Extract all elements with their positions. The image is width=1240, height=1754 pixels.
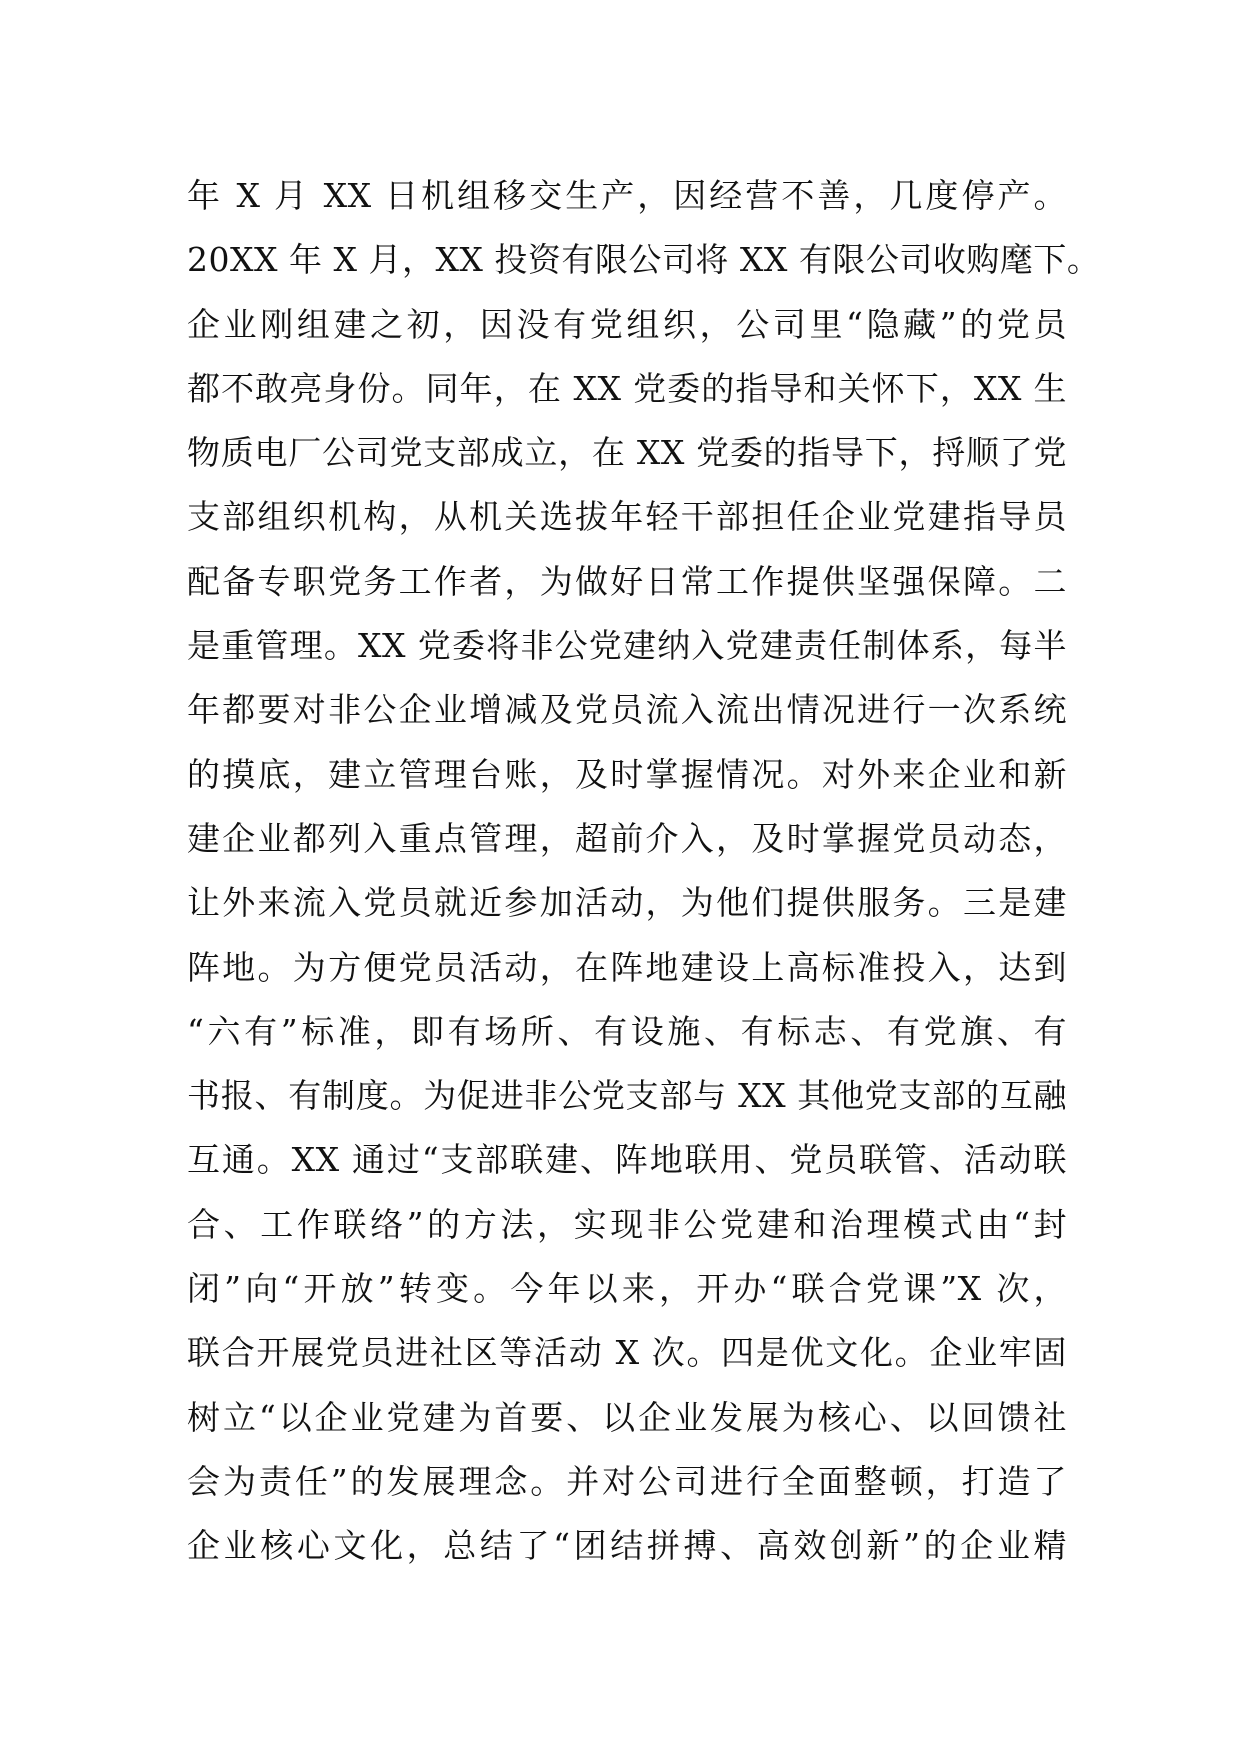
- text-line: 书报、有制度。为促进非公党支部与 XX 其他党支部的互融: [187, 1076, 1067, 1116]
- body-text: [187, 164, 1101, 1579]
- text-line: 支部组织机构，从机关选拔年轻干部担任企业党建指导员: [187, 497, 1067, 537]
- text-line: 物质电厂公司党支部成立，在 XX 党委的指导下，捋顺了党: [187, 433, 1067, 473]
- text-line: 配备专职党务工作者，为做好日常工作提供坚强保障。二: [187, 561, 1067, 601]
- text-line: “六有”标准，即有场所、有设施、有标志、有党旗、有: [187, 1011, 1067, 1051]
- text-line: 树立“以企业党建为首要、以企业发展为核心、以回馈社: [187, 1397, 1067, 1437]
- text-line: 年都要对非公企业增减及党员流入流出情况进行一次系统: [187, 690, 1067, 730]
- text-line: 互通。XX 通过“支部联建、阵地联用、党员联管、活动联: [187, 1140, 1067, 1180]
- text-line: 企业刚组建之初，因没有党组织，公司里“隐藏”的党员: [187, 304, 1067, 344]
- text-line: 是重管理。XX 党委将非公党建纳入党建责任制体系，每半: [187, 626, 1067, 666]
- text-line: 合、工作联络”的方法，实现非公党建和治理模式由“封: [187, 1204, 1067, 1244]
- text-line: 联合开展党员进社区等活动 X 次。四是优文化。企业牢固: [187, 1333, 1067, 1373]
- text-line: 闭”向“开放”转变。今年以来，开办“联合党课”X 次，: [187, 1269, 1067, 1309]
- text-line: 都不敢亮身份。同年，在 XX 党委的指导和关怀下，XX 生: [187, 368, 1067, 408]
- text-line: 20XX 年 X 月，XX 投资有限公司将 XX 有限公司收购麾下。: [187, 240, 1101, 280]
- text-line: 阵地。为方便党员活动，在阵地建设上高标准投入，达到: [187, 947, 1067, 987]
- text-line: 的摸底，建立管理台账，及时掌握情况。对外来企业和新: [187, 754, 1067, 794]
- text-line: 年 X 月 XX 日机组移交生产，因经营不善，几度停产。: [187, 176, 1067, 215]
- text-line: 企业核心文化，总结了“团结拼搏、高效创新”的企业精: [187, 1526, 1067, 1566]
- text-line: 建企业都列入重点管理，超前介入，及时掌握党员动态，: [187, 818, 1067, 858]
- text-line: 让外来流入党员就近参加活动，为他们提供服务。三是建: [187, 883, 1067, 923]
- text-line: 会为责任”的发展理念。并对公司进行全面整顿，打造了: [187, 1461, 1067, 1501]
